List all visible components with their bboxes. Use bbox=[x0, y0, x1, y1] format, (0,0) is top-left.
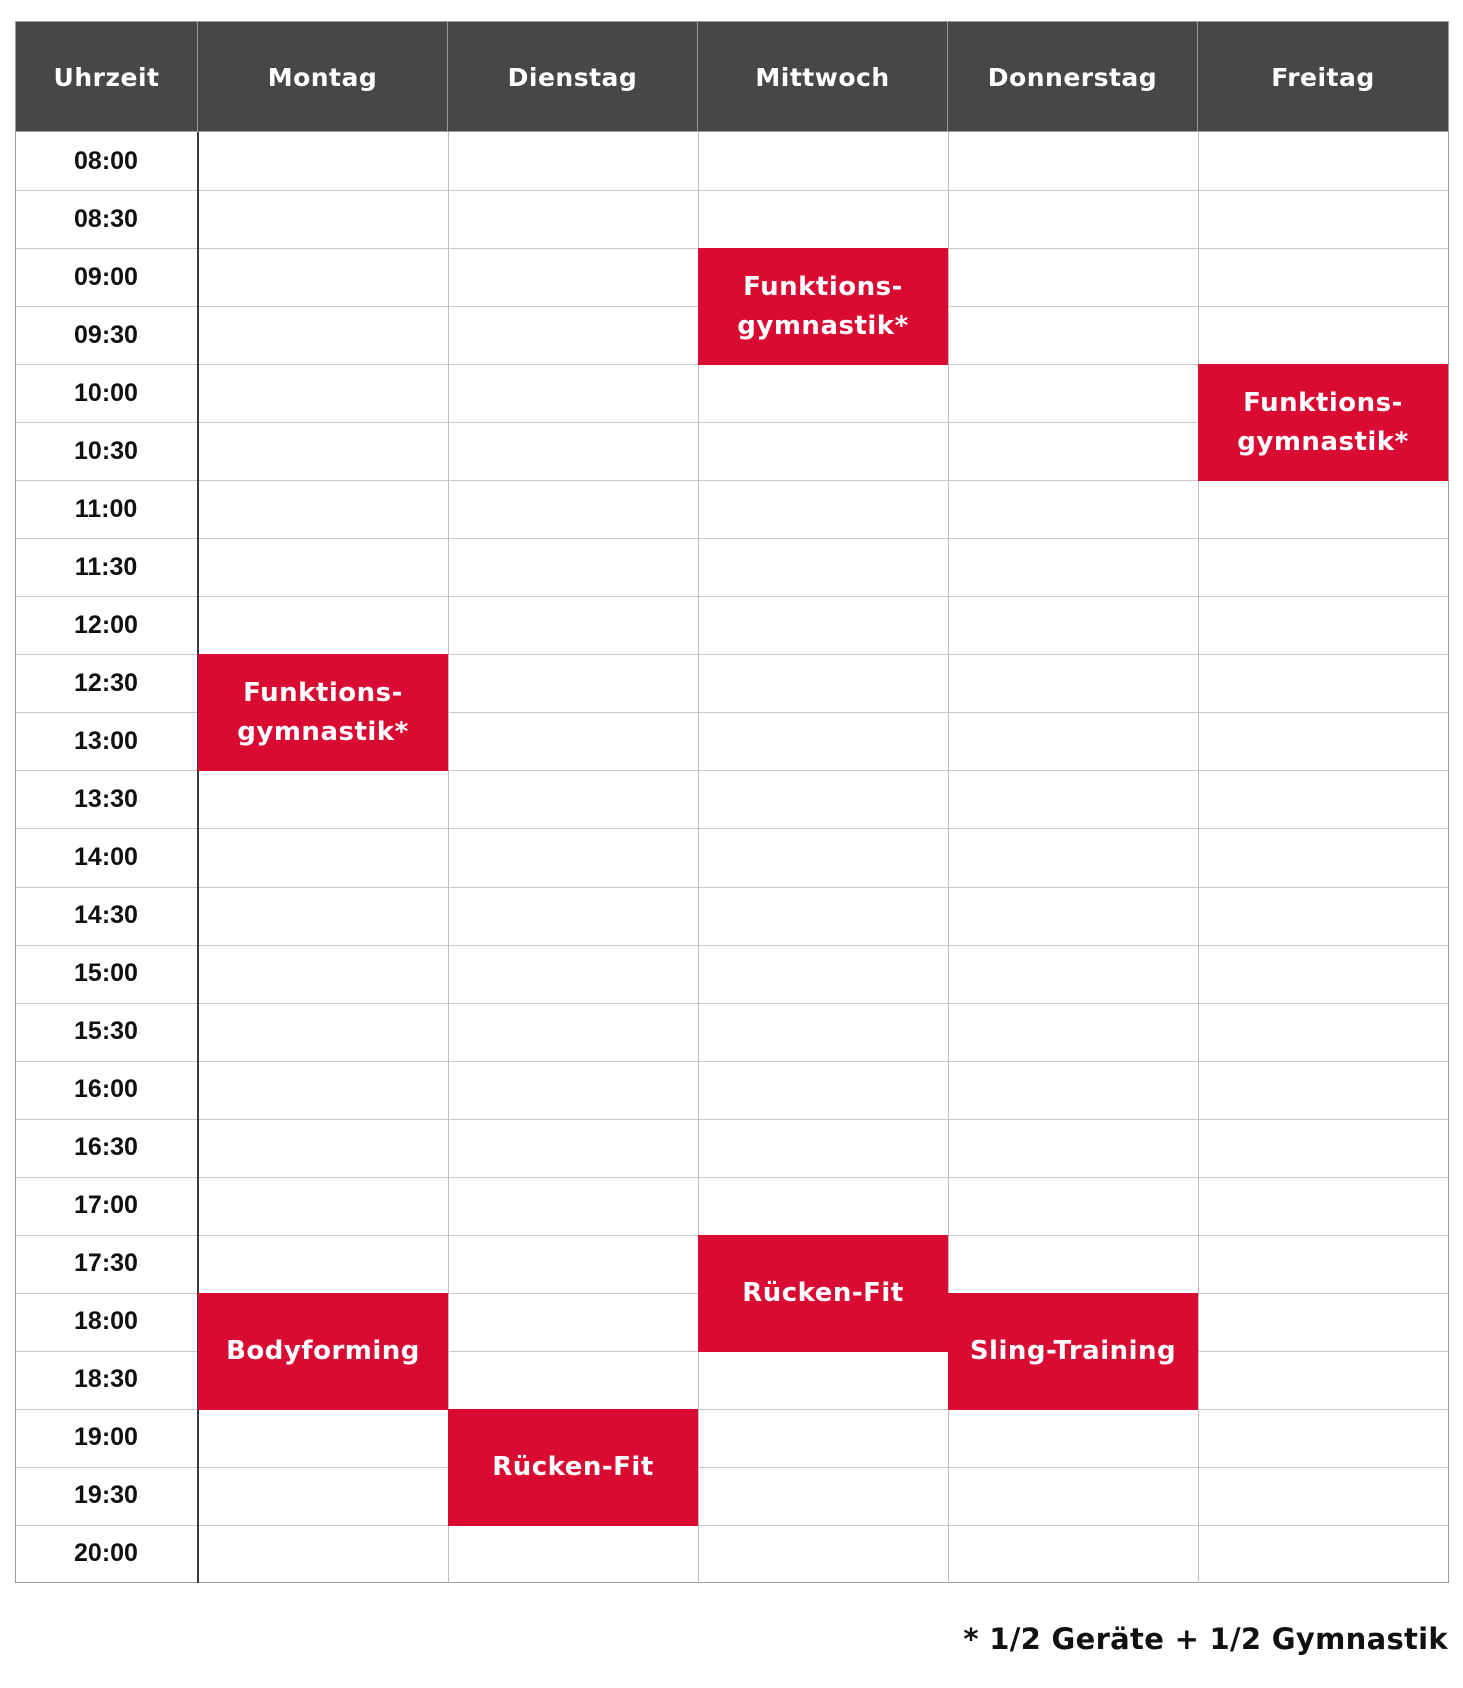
course-event-label: Funktions- bbox=[243, 677, 403, 708]
time-slot-label: 11:30 bbox=[74, 552, 138, 581]
header-day-friday: Freitag bbox=[1271, 62, 1375, 92]
time-slot-label: 12:00 bbox=[74, 610, 138, 639]
course-event-label: gymnastik* bbox=[237, 716, 409, 747]
course-event bbox=[948, 1293, 1198, 1410]
day-column-divider bbox=[1198, 132, 1199, 1583]
time-slot-label: 12:30 bbox=[74, 668, 138, 697]
table-header bbox=[16, 22, 1448, 132]
row-divider bbox=[16, 1467, 1448, 1468]
course-event-label: Rücken-Fit bbox=[492, 1451, 654, 1482]
row-divider bbox=[16, 1525, 1448, 1526]
course-event-label: gymnastik* bbox=[737, 310, 909, 341]
row-divider bbox=[16, 1119, 1448, 1120]
course-event bbox=[198, 654, 448, 771]
row-divider bbox=[16, 887, 1448, 888]
header-day-tuesday: Dienstag bbox=[448, 22, 698, 132]
course-event-label: Funktions- bbox=[743, 271, 903, 302]
time-slot-label: 09:00 bbox=[74, 262, 138, 291]
row-divider bbox=[16, 596, 1448, 597]
row-divider bbox=[16, 828, 1448, 829]
course-event-label: Funktions- bbox=[1243, 387, 1403, 418]
course-event bbox=[698, 1235, 948, 1352]
day-column-divider bbox=[448, 132, 449, 1583]
time-slot-label: 14:00 bbox=[74, 842, 138, 871]
header-day-wednesday: Mittwoch bbox=[698, 22, 948, 132]
time-slot-label: 18:30 bbox=[74, 1365, 138, 1394]
time-slot-label: 17:30 bbox=[74, 1249, 138, 1278]
time-slot-label: 16:30 bbox=[74, 1133, 138, 1162]
time-slot-label: 19:00 bbox=[74, 1423, 138, 1452]
course-event-label: Sling-Training bbox=[969, 1335, 1177, 1366]
row-divider bbox=[16, 190, 1448, 191]
time-slot-label: 10:30 bbox=[74, 436, 138, 465]
row-divider bbox=[16, 1061, 1448, 1062]
time-slot-label: 19:30 bbox=[74, 1481, 138, 1510]
course-event-label: Bodyforming bbox=[226, 1335, 420, 1366]
time-slot-label: 09:30 bbox=[74, 320, 138, 349]
time-slot-label: 13:30 bbox=[74, 784, 138, 813]
time-slot-label: 10:00 bbox=[74, 378, 138, 407]
time-slot-label: 14:30 bbox=[74, 901, 138, 930]
course-event-label: gymnastik* bbox=[1237, 426, 1409, 457]
row-divider bbox=[16, 538, 1448, 539]
header-time: Uhrzeit bbox=[16, 22, 198, 132]
footnote: * 1/2 Geräte + 1/2 Gymnastik bbox=[963, 1622, 1448, 1656]
time-slot-label: 18:00 bbox=[74, 1307, 138, 1336]
row-divider bbox=[16, 1003, 1448, 1004]
course-event-label: Rücken-Fit bbox=[742, 1277, 904, 1308]
course-event bbox=[698, 248, 948, 365]
row-divider bbox=[16, 945, 1448, 946]
time-slot-label: 08:30 bbox=[74, 204, 138, 233]
time-slot-label: 11:00 bbox=[74, 494, 138, 523]
header-day-thursday: Donnerstag bbox=[948, 22, 1198, 132]
course-event bbox=[448, 1409, 698, 1526]
course-event bbox=[198, 1293, 448, 1410]
time-slot-label: 13:00 bbox=[74, 726, 138, 755]
row-divider bbox=[16, 1177, 1448, 1178]
header-day-monday: Montag bbox=[198, 22, 448, 132]
course-event bbox=[1198, 364, 1448, 481]
time-slot-label: 08:00 bbox=[74, 146, 138, 175]
time-slot-label: 16:00 bbox=[74, 1075, 138, 1104]
course-schedule-table bbox=[15, 21, 1449, 1583]
time-slot-label: 15:30 bbox=[74, 1017, 138, 1046]
time-slot-label: 15:00 bbox=[74, 959, 138, 988]
time-slot-label: 17:00 bbox=[74, 1191, 138, 1220]
time-slot-label: 20:00 bbox=[74, 1539, 138, 1568]
